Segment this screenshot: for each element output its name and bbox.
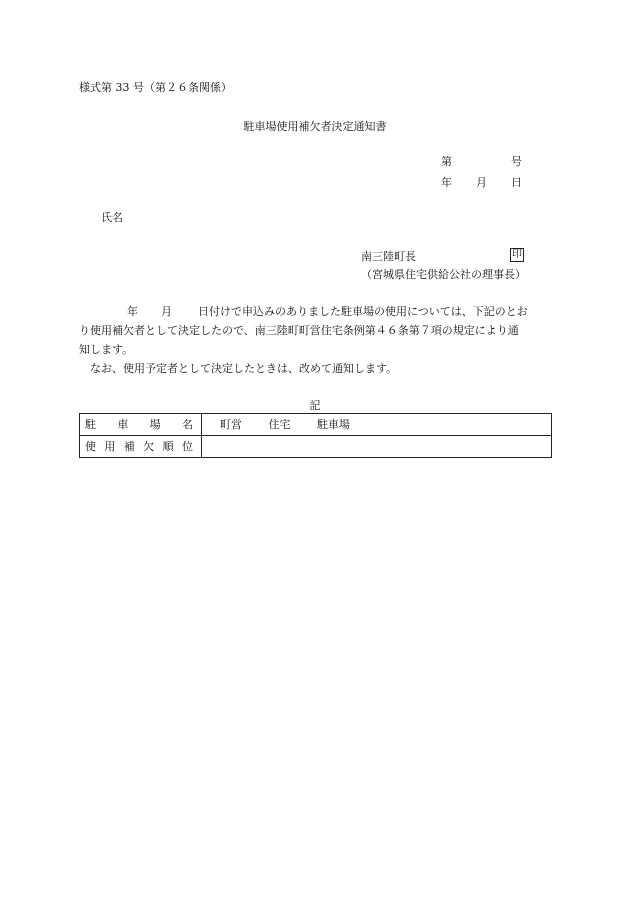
body-paragraph-line-4: なお、使用予定者として決定したときは、改めて通知します。 [90,362,398,375]
body-year-label: 年 [127,305,138,318]
issuer-subtitle: （宮城県住宅供給公社の理事長） [361,268,526,281]
table-row-parking-name [80,414,552,436]
label-char: 名 [181,418,193,431]
waitlist-order-label [80,436,202,458]
value-part: 町営 [220,418,242,431]
notes-heading: 記 [309,399,321,412]
body-paragraph-line-1: 日付けで申込みのありました駐車場の使用については、下記のとお [198,305,528,318]
waitlist-order-value [202,436,552,458]
label-char: 車 [117,418,129,431]
seal-mark: 印 [512,249,522,260]
form-number: 様式第 33 号（第２６条関係） [79,81,232,94]
label-char: 使 [85,440,96,453]
body-paragraph-line-2: り使用補欠者として決定したので、南三陸町町営住宅条例第４６条第７項の規定により通 [79,324,519,337]
value-part: 駐車場 [317,418,350,431]
label-char: 順 [162,440,174,453]
body-month-label: 月 [161,305,172,318]
label-char: 駐 [85,418,96,431]
label-char: 欠 [143,440,155,453]
label-char: 位 [181,440,193,453]
body-paragraph-line-3: 知します。 [79,343,134,356]
label-char: 場 [149,418,161,431]
label-char: 用 [104,440,116,453]
issuer-title: 南三陸町長 [361,250,416,263]
parking-name-label [80,414,202,436]
table-row-waitlist-order [80,436,552,458]
document-title: 駐車場使用補欠者決定通知書 [243,120,387,133]
recipient-name-label: 氏名 [101,211,123,224]
label-char: 補 [123,440,135,453]
date-year-label: 年 [441,176,452,189]
date-month-label: 月 [476,176,487,189]
date-day-label: 日 [511,176,522,189]
document-number-prefix: 第 [441,155,452,168]
parking-name-value [202,414,552,436]
value-part: 住宅 [268,418,291,431]
document-number-suffix: 号 [511,155,522,168]
detail-table [79,413,552,458]
